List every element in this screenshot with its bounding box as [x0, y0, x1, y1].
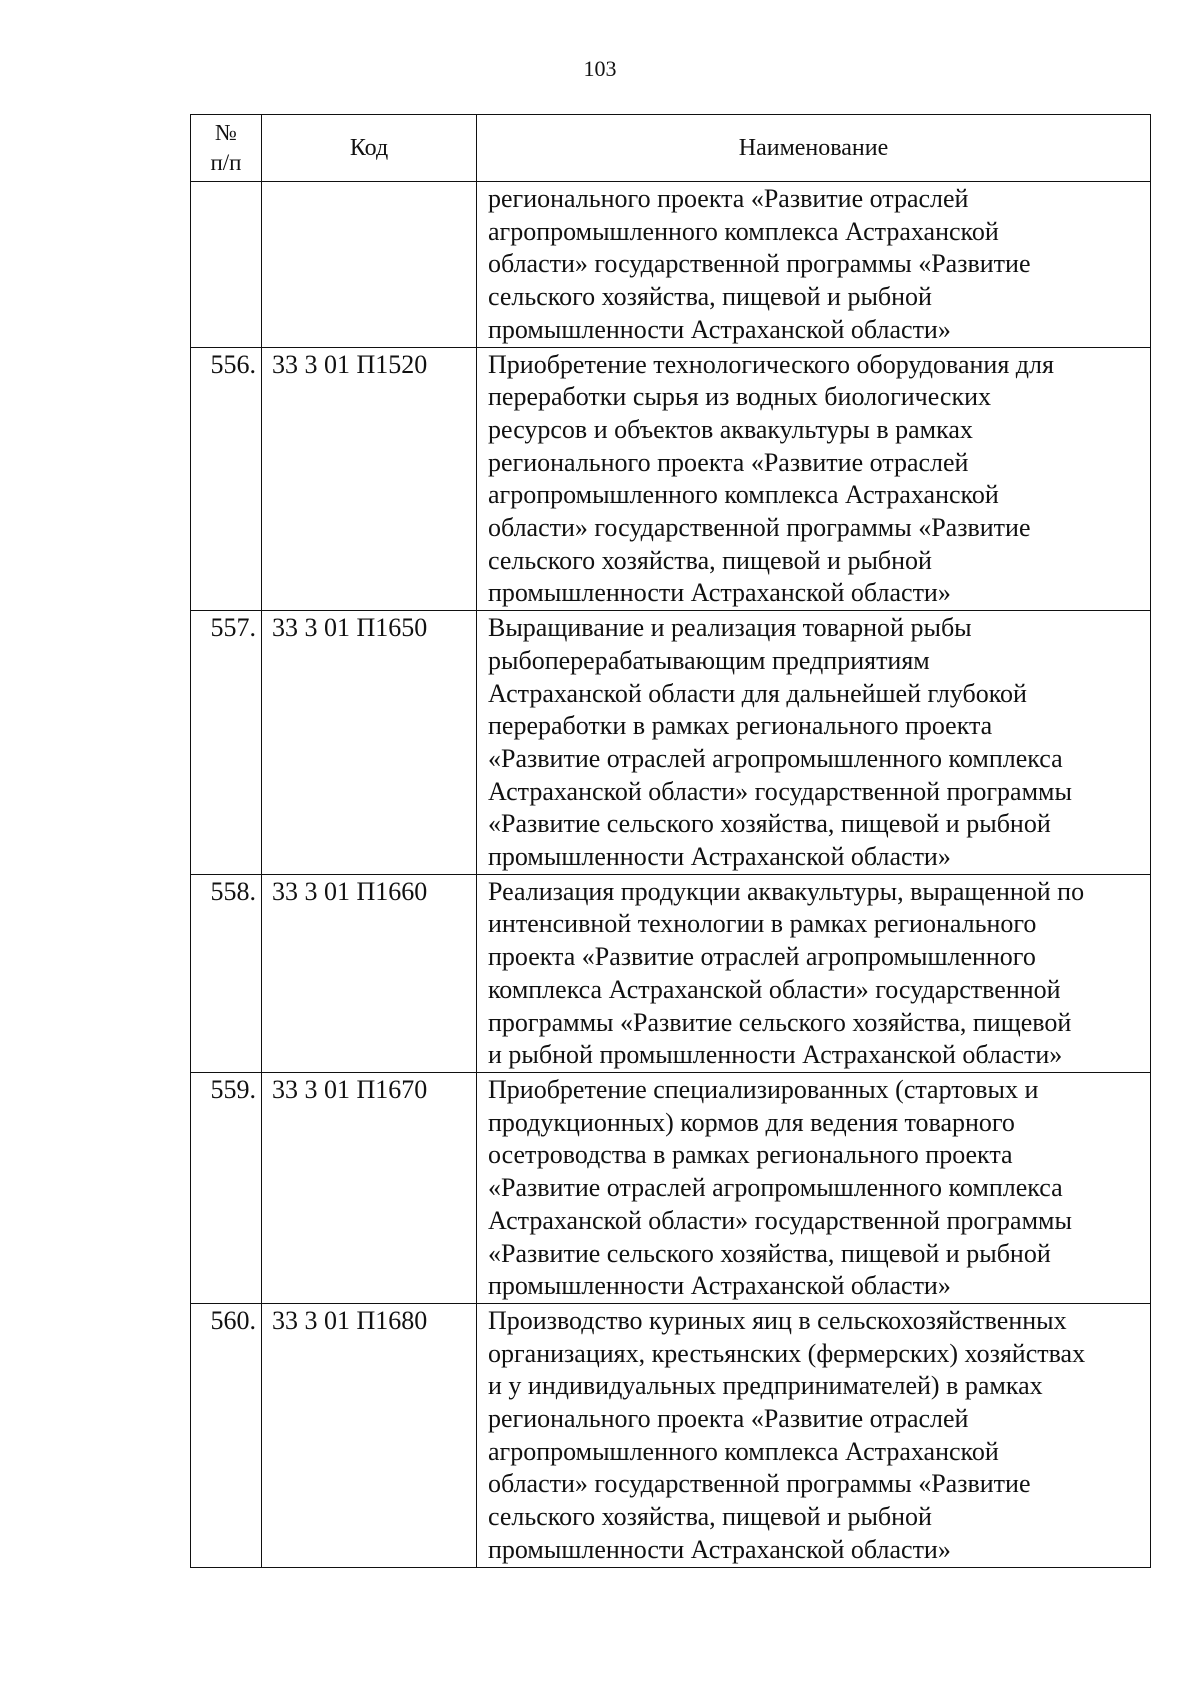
table-row: [191, 347, 1151, 611]
row-code: 33 3 01 П1650: [262, 611, 477, 875]
table-row: [191, 874, 1151, 1072]
row-name: регионального проекта «Развитие отраслей агропромышленного комплекса Астраханской области» государственной программы «Развитие сельского хозяйства, пищевой и рыбной промышленности Астраханской области»: [477, 182, 1151, 348]
row-number: 556.: [191, 347, 262, 611]
row-code: 33 3 01 П1520: [262, 347, 477, 611]
header-name: Наименование: [477, 115, 1151, 182]
row-number: 560.: [191, 1303, 262, 1567]
row-code: 33 3 01 П1670: [262, 1072, 477, 1303]
row-name: Реализация продукции аквакультуры, выращенной по интенсивной технологии в рамках регионального проекта «Развитие отраслей агропромышленного комплекса Астраханской области» государственной программы «Развитие сельского хозяйства, пищевой и рыбной промышленности Астраханской области»: [477, 874, 1151, 1072]
row-code: 33 3 01 П1680: [262, 1303, 477, 1567]
header-code: Код: [262, 115, 477, 182]
row-number: [191, 182, 262, 348]
row-name: Выращивание и реализация товарной рыбы рыбоперерабатывающим предприятиям Астраханской области для дальнейшей глубокой переработки в рамках регионального проекта «Развитие отраслей агропромышленного комплекса Астраханской области» государственной программы «Развитие сельского хозяйства, пищевой и рыбной промышленности Астраханской области»: [477, 611, 1151, 875]
header-number: [191, 115, 262, 182]
row-name: Приобретение специализированных (стартовых и продукционных) кормов для ведения товарного осетроводства в рамках регионального проекта «Развитие отраслей агропромышленного комплекса Астраханской области» государственной программы «Развитие сельского хозяйства, пищевой и рыбной промышленности Астраханской области»: [477, 1072, 1151, 1303]
row-name: Приобретение технологического оборудования для переработки сырья из водных биологических ресурсов и объектов аквакультуры в рамках регионального проекта «Развитие отраслей агропромышленного комплекса Астраханской области» государственной программы «Развитие сельского хозяйства, пищевой и рыбной промышленности Астраханской области»: [477, 347, 1151, 611]
page-number: 103: [583, 56, 617, 81]
table-row: [191, 182, 1151, 348]
table-header-row: [191, 115, 1151, 182]
row-name: Производство куриных яиц в сельскохозяйственных организациях, крестьянских (фермерских) хозяйствах и у индивидуальных предпринимателей) в рамках регионального проекта «Развитие отраслей агропромышленного комплекса Астраханской области» государственной программы «Развитие сельского хозяйства, пищевой и рыбной промышленности Астраханской области»: [477, 1303, 1151, 1567]
header-number-symbol: №: [215, 120, 237, 145]
budget-codes-table: [190, 114, 1151, 1568]
row-number: 558.: [191, 874, 262, 1072]
row-number: 559.: [191, 1072, 262, 1303]
header-number-abbrev: п/п: [210, 150, 242, 175]
row-code: 33 3 01 П1660: [262, 874, 477, 1072]
row-code: [262, 182, 477, 348]
table-row: [191, 1303, 1151, 1567]
table-row: [191, 1072, 1151, 1303]
table-row: [191, 611, 1151, 875]
row-number: 557.: [191, 611, 262, 875]
